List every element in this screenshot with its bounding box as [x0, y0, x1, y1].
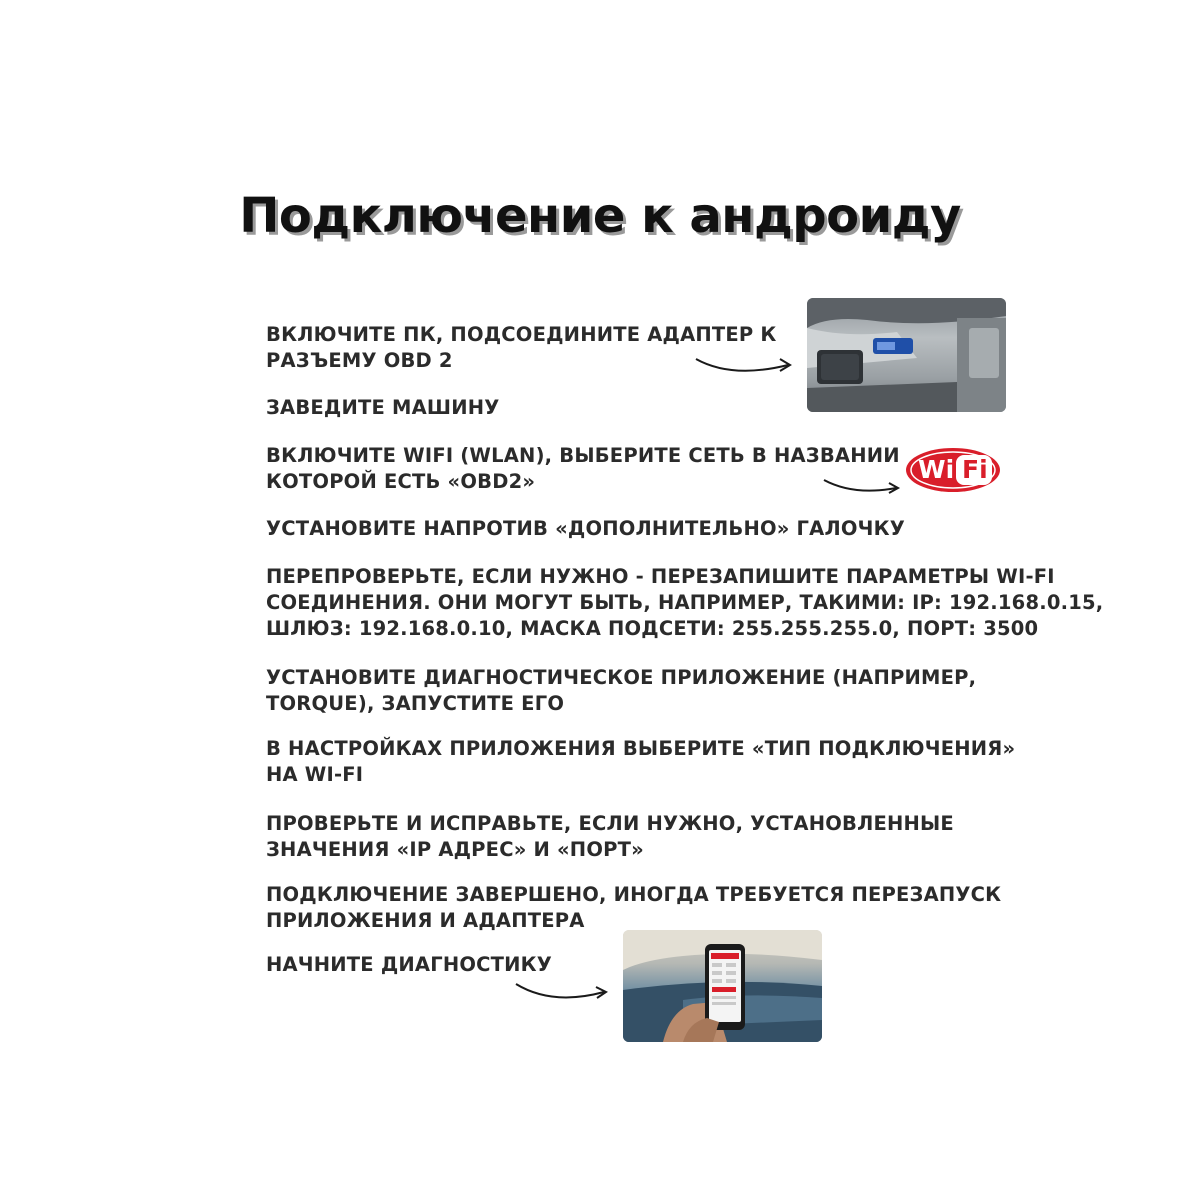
step-text: ВКЛЮЧИТЕ WIFI (WLAN), ВЫБЕРИТЕ СЕТЬ В НАЗВАНИИ КОТОРОЙ ЕСТЬ «OBD2» [266, 444, 900, 493]
arrow-icon [692, 345, 802, 381]
step-text: ПЕРЕПРОВЕРЬТЕ, ЕСЛИ НУЖНО - ПЕРЕЗАПИШИТЕ ПАРАМЕТРЫ WI-FI СОЕДИНЕНИЯ. ОНИ МОГУТ БЫТЬ, НАПРИМЕР, ТАКИМИ: IP: 192.168.0.15, ШЛЮЗ: 192.168.0.10, МАСКА ПОДСЕТИ: 255.255.255.0, ПОРТ: 3500 [266, 565, 1104, 640]
step-text: ПОДКЛЮЧЕНИЕ ЗАВЕРШЕНО, ИНОГДА ТРЕБУЕТСЯ ПЕРЕЗАПУСК ПРИЛОЖЕНИЯ И АДАПТЕРА [266, 883, 1002, 932]
step-text: НАЧНИТЕ ДИАГНОСТИКУ [266, 953, 553, 976]
phone-diagnostics-photo [623, 930, 822, 1042]
step-text: В НАСТРОЙКАХ ПРИЛОЖЕНИЯ ВЫБЕРИТЕ «ТИП ПОДКЛЮЧЕНИЯ» НА WI-FI [266, 737, 1016, 786]
step-text: ПРОВЕРЬТЕ И ИСПРАВЬТЕ, ЕСЛИ НУЖНО, УСТАНОВЛЕННЫЕ ЗНАЧЕНИЯ «IP АДРЕС» И «ПОРТ» [266, 812, 954, 861]
phone-in-car-illustration [623, 930, 822, 1042]
wifi-logo [904, 446, 1002, 494]
step-text: УСТАНОВИТЕ ДИАГНОСТИЧЕСКОЕ ПРИЛОЖЕНИЕ (НАПРИМЕР, TORQUE), ЗАПУСТИТЕ ЕГО [266, 666, 977, 715]
arrow-icon [512, 978, 612, 1008]
step-text: ВКЛЮЧИТЕ ПК, ПОДСОЕДИНИТЕ АДАПТЕР К РАЗЪЕМУ OBD 2 [266, 323, 777, 372]
step-text: ЗАВЕДИТЕ МАШИНУ [266, 396, 500, 419]
obd-adapter-photo [807, 298, 1006, 412]
page-title: Подключение к андроиду [239, 188, 961, 244]
wifi-logo-fi: Fi [962, 455, 988, 484]
obd-adapter-illustration [807, 298, 1006, 412]
wifi-logo-wi: Wi [918, 455, 955, 484]
step-text: УСТАНОВИТЕ НАПРОТИВ «ДОПОЛНИТЕЛЬНО» ГАЛОЧКУ [266, 517, 905, 540]
arrow-icon [820, 474, 904, 498]
